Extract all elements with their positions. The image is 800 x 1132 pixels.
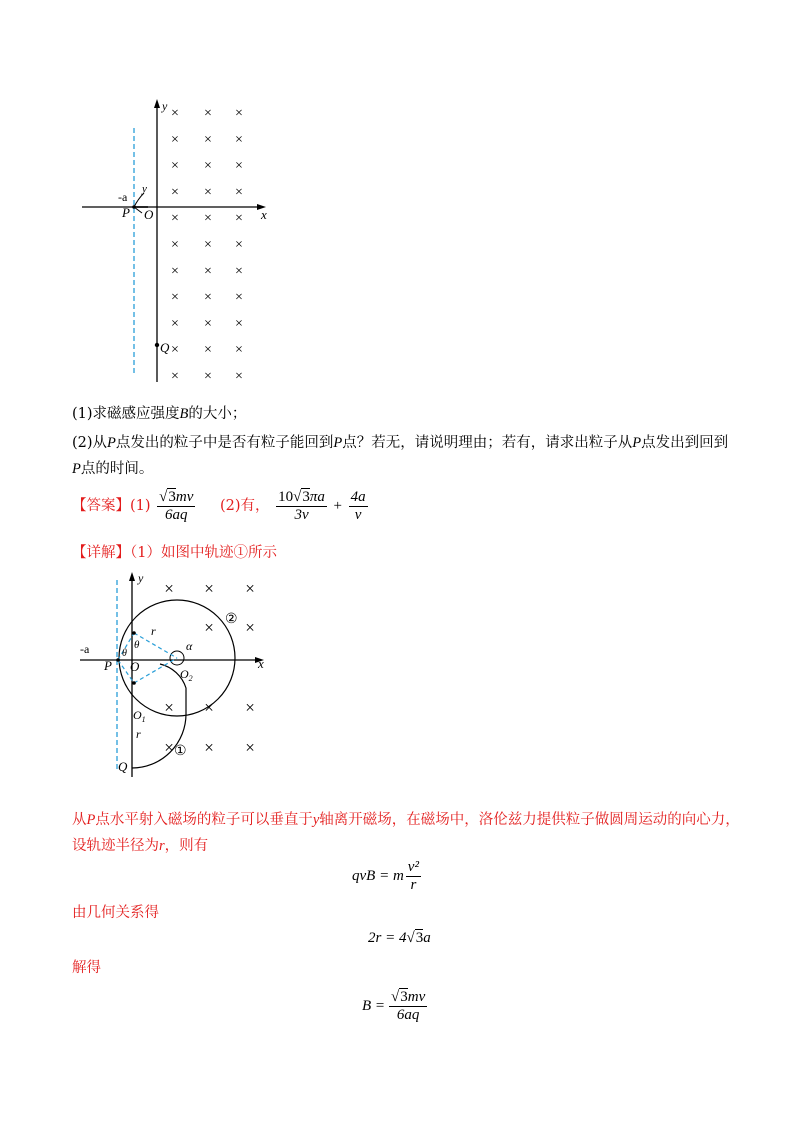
eq3-den: 6aq [396,1006,420,1023]
field-cross: × [204,158,212,174]
field-cross: × [164,738,174,757]
field-cross: × [204,237,212,253]
geometry-text: 由几何关系得 [72,905,159,921]
expl-text-1: 从 [72,812,87,828]
answer-part2-label: (2)有， [220,498,270,514]
eq2-root: 3 [415,930,424,946]
eq1-fraction [406,859,421,894]
eq1-left: qvB = m [352,867,404,884]
field-cross: × [204,290,212,306]
solve-text: 解得 [72,960,101,976]
answer-part2-den: 3v [294,506,309,523]
theta-top-label: θ [134,639,140,651]
y-axis-label: y [162,99,168,113]
x-axis-label: x [261,207,267,222]
field-cross: × [171,290,179,306]
field-cross: × [204,263,212,279]
explanation-line-2 [72,836,208,856]
q1-suffix: 的大小； [188,406,247,422]
field-cross: × [204,106,212,121]
radius-r-bottom-label: r [136,727,141,741]
answer-part2-root: 3 [302,488,310,505]
answer-part2-rest: πa [309,488,325,505]
detail-heading [72,543,277,563]
field-cross: × [204,132,212,148]
minus-a-label: -a [118,190,128,204]
launch-arc [134,193,144,207]
small-y-label: y [142,183,147,195]
q1-var-B: B [179,406,189,422]
field-cross: × [245,698,255,717]
q2-text-2: 点发出的粒子中是否有粒子能回到 [115,435,334,451]
field-cross: × [235,158,243,174]
field-cross: × [171,316,179,332]
answer-part2b-num: 4a [350,488,366,505]
q2-var-P2: P [333,435,343,451]
eq3-fraction: $\frac{√3mv}{6aq}$ [391,988,426,1023]
field-cross: × [204,698,214,717]
eq3-num: mv [407,988,426,1005]
detail-tag: 【详解】 [72,545,130,561]
q2-var-P1: P [107,435,116,451]
field-cross: × [235,316,243,332]
field-cross: × [171,211,179,227]
answer-plus: + [333,498,342,514]
field-cross: × [171,184,179,200]
magnetic-field-crosses [171,106,243,384]
y-axis-arrow [129,572,135,581]
point-P-label: P [122,205,130,220]
answer-part1-fraction: $\frac{√3mv}{6aq}$ [159,488,194,523]
field-cross: × [235,369,243,384]
eq3-root: 3 [400,988,408,1005]
point-Q-dot [155,343,159,347]
x-axis-label: x [258,656,264,671]
field-cross: × [235,342,243,358]
answer-part1-root: 3 [168,488,176,505]
q2-var-P4: P [72,461,81,477]
minus-a-label: -a [80,642,90,656]
equation-1 [352,856,423,896]
eq2-right: a [423,930,431,946]
tangent-dot-top [132,631,136,635]
field-cross: × [204,738,214,757]
figure-1-diagram [70,95,290,390]
q1-prefix: (1)求磁感应强度 [72,406,180,422]
q2-text-5: 点的时间。 [80,461,154,477]
field-cross: × [171,342,179,358]
field-cross: × [204,316,212,332]
field-cross: × [235,106,243,121]
field-cross: × [204,342,212,358]
circle-1-marker: ① [174,744,187,759]
field-cross: × [235,237,243,253]
y-axis-arrow [154,99,160,108]
field-cross: × [235,184,243,200]
answer-part2b-den: v [354,506,362,523]
point-Q-label: Q [160,340,170,355]
field-cross: × [245,579,255,598]
field-cross: × [204,211,212,227]
q2-text-3: 点？若无，请说明理由；若有，请求出粒子从 [342,435,633,451]
expl-text-4: 设轨迹半径为 [72,838,159,854]
tangent-dot-bottom [132,681,136,685]
answer-line [72,487,370,525]
field-cross: × [235,132,243,148]
field-cross: × [171,263,179,279]
center-dashed-bottom [134,658,177,683]
field-cross: × [204,579,214,598]
answer-part1-num: mv [175,488,194,505]
expl-text-5: ，则有 [164,838,209,854]
alpha-label: α [186,639,193,653]
field-cross: × [235,211,243,227]
point-P-dot [132,205,136,209]
question-2-line-2 [72,459,153,479]
equation-2: 2r = 4√3a [368,930,431,946]
field-cross: × [164,579,174,598]
field-cross: × [245,738,255,757]
field-cross: × [235,290,243,306]
field-cross: × [245,618,255,637]
circle-2-marker: ② [225,612,238,627]
magnetic-field-crosses [164,579,255,757]
center-O1-label: $O_1$ [133,708,146,724]
answer-part2-coef: 10 [278,488,294,505]
q2-var-P3: P [632,435,642,451]
point-Q-label: Q [118,759,128,774]
expl-var-r: r [159,838,165,854]
answer-part2b-fraction [349,489,368,524]
field-cross: × [171,106,179,121]
eq1-den: r [410,876,417,893]
field-cross: × [164,698,174,717]
eq3-left: B = [362,997,386,1014]
theta-bottom-label: θ [122,648,127,659]
expl-text-3: 轴离开磁场，在磁场中，洛伦兹力提供粒子做圆周运动的向心力， [319,812,740,828]
expl-text-2: 点水平射入磁场的粒子可以垂直于 [95,812,313,828]
q2-text-4: 点发出到回到 [641,435,729,451]
origin-O-label: O [144,207,154,222]
question-1 [72,404,246,424]
answer-tag: 【答案】 [72,498,130,514]
figure-2-diagram [70,570,280,785]
point-P-label: P [104,658,112,673]
field-cross: × [171,158,179,174]
eq1-num: v² [407,858,419,875]
equation-3 [362,986,429,1026]
field-cross: × [204,184,212,200]
center-O2-label: $O_2$ [180,667,193,683]
explanation-line-1 [72,810,740,830]
field-cross: × [171,369,179,384]
answer-part1-den: 6aq [165,506,188,523]
field-cross: × [204,369,212,384]
answer-part1-label: (1) [130,498,151,514]
radius-r-top-label: r [151,624,156,638]
field-cross: × [204,618,214,637]
answer-part2-fraction: $\frac{10√3\pi a}{3v}$ [278,488,325,523]
field-cross: × [171,237,179,253]
origin-O-label: O [130,659,140,674]
eq2-left: 2r = 4 [368,930,407,946]
detail-heading-text: （1）如图中轨迹①所示 [130,545,277,561]
expl-var-P: P [86,812,96,828]
point-P-dot [116,658,120,662]
q2-text-1: (2)从 [72,435,108,451]
y-axis-label: y [138,571,144,585]
question-2-line-1 [72,433,728,453]
expl-var-y: y [312,812,320,828]
field-cross: × [171,132,179,148]
field-cross: × [235,263,243,279]
